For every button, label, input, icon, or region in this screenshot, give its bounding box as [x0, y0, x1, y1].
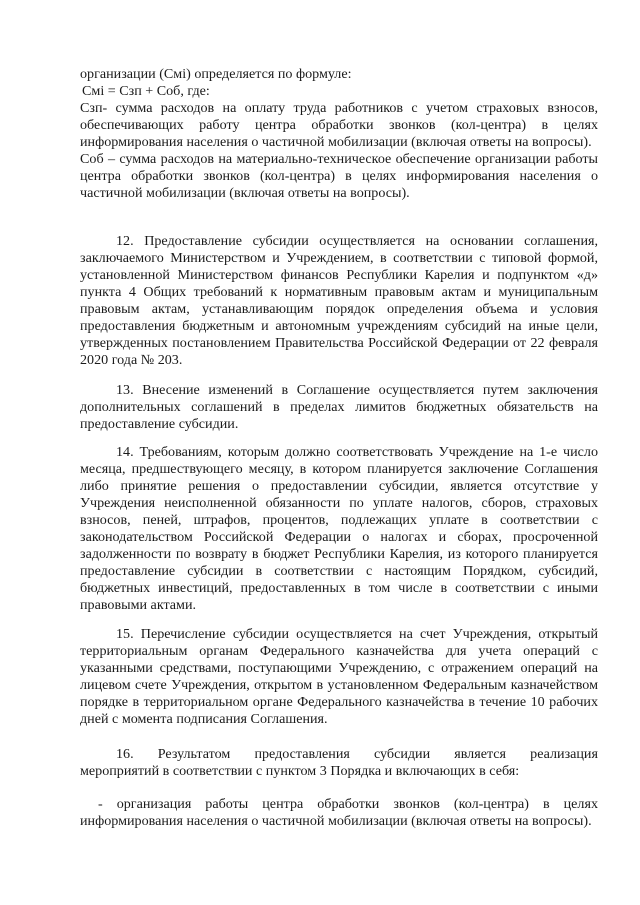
formula-section — [80, 66, 598, 202]
paragraph-12-text: 12. Предоставление субсидии осуществляется на основании соглашения, заключаемого Министерством и Учреждением, в соответствии с типовой формой, установленной Министерством финансов Республики Карелия и подпунктом «д» пункта 4 Общих требований к нормативным правовым актам и муниципальным правовым актам, устанавливающим порядок определения объема и условия предоставления бюджетным и автономным учреждениям субсидий на иные цели, утвержденных постановлением Правительства Российской Федерации от 22 февраля 2020 года № 203. — [80, 233, 598, 368]
paragraph-16-word: является — [454, 746, 507, 762]
bullet-item — [80, 796, 598, 830]
paragraph-16-first-line — [80, 746, 598, 763]
szp-definition: Сзп- сумма расходов на оплату труда работников с учетом страховых взносов, обеспечивающих работу центра обработки звонков (кол-центра) в целях информирования населения о частичной мобилизации (включая ответы на вопросы). — [80, 100, 598, 150]
paragraph-16 — [80, 746, 598, 780]
paragraph-14-text: 14. Требованиям, которым должно соответствовать Учреждение на 1-е число месяца, предшествующего месяцу, в котором планируется заключение Соглашения либо принятие решения о предоставлении субсидии, является отсутствие у Учреждения неисполненной обязанности по уплате налогов, сборов, страховых взносов, пеней, штрафов, процентов, подлежащих уплате в соответствии с законодательством Российской Федерации о налогах и сборах, просроченной задолженности по возврату в бюджет Республики Карелия, из которого планируется предоставление субсидии в соответствии с настоящим Порядком, субсидий, бюджетных инвестиций, предоставленных в том числе в соответствии с иными правовыми актами. — [80, 444, 598, 613]
paragraph-16-word: Результатом — [157, 746, 231, 762]
paragraph-15 — [80, 626, 598, 728]
bullet-item-text: - организация работы центра обработки звонков (кол-центра) в целях информирования населения о частичной мобилизации (включая ответы на вопросы). — [80, 796, 598, 829]
paragraph-15-text: 15. Перечисление субсидии осуществляется на счет Учреждения, открытый территориальным органам Федерального казначейства для учета операций с указанными средствами, поступающими Учреждению, с отражением операций на лицевом счете Учреждения, открытом в установленном Федеральным казначейством порядке в территориальном органе Федерального казначейства в течение 10 рабочих дней с момента подписания Соглашения. — [80, 626, 598, 727]
paragraph-16-word: предоставления — [254, 746, 350, 762]
formula-text: Смi = Сзп + Соб, где: — [82, 83, 210, 99]
paragraph-16-word: 16. — [116, 746, 134, 762]
paragraph-16-word: субсидии — [373, 746, 431, 762]
sob-definition: Соб – сумма расходов на материально-техническое обеспечение организации работы центра обработки звонков (кол-центра) в целях информирования населения о частичной мобилизации (включая ответы на вопросы). — [80, 151, 598, 201]
paragraph-12 — [80, 233, 598, 369]
paragraph-16-rest: мероприятий в соответствии с пунктом 3 Порядка и включающих в себя: — [80, 763, 520, 779]
formula-intro-text: организации (Смi) определяется по формуле: — [80, 66, 352, 82]
paragraph-14 — [80, 444, 598, 614]
paragraph-16-word: реализация — [530, 746, 598, 762]
paragraph-13 — [80, 382, 598, 433]
paragraph-13-text: 13. Внесение изменений в Соглашение осуществляется путем заключения дополнительных соглашений в пределах лимитов бюджетных обязательств на предоставление субсидии. — [80, 382, 598, 432]
